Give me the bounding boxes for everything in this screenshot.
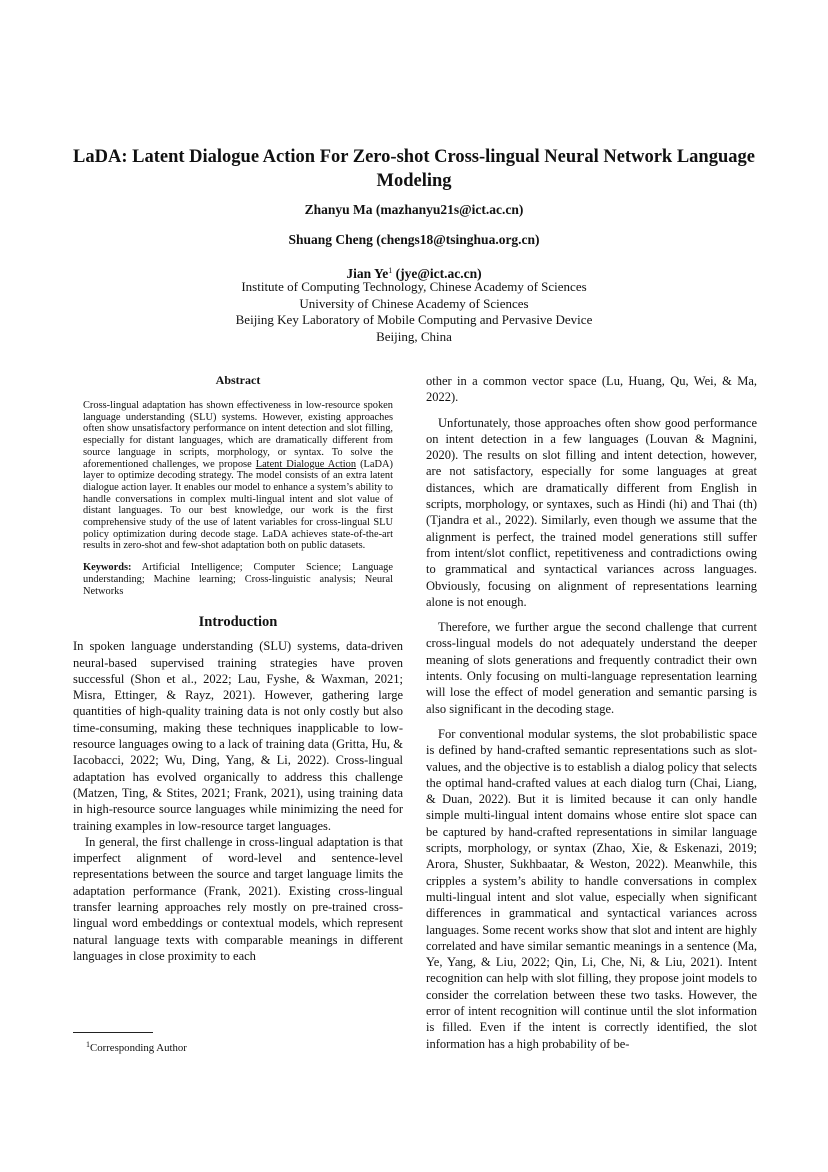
author-email: (chengs18@tsinghua.org.cn) xyxy=(376,232,540,247)
author-email: (mazhanyu21s@ict.ac.cn) xyxy=(375,202,524,217)
author-email: (jye@ict.ac.cn) xyxy=(395,266,482,281)
affiliation-line: Institute of Computing Technology, Chinese Academy of Sciences xyxy=(241,279,587,294)
intro-paragraph-6: For conventional modular systems, the slot probabilistic space is defined by hand-crafted semantic representations such as slot-values, and the objective is to establish a dialog policy that selects the optimal hand-crafted values at each dialog turn (Chai, Liang, & Duan, 2022). But it is limited because it can only handle simple multi-lingual intent domains whose entire slot space can be captured by hand-crafted representations in similar language scripts, morphology, or syntax (Zhao, Xie, & Eskenazi, 2019; Arora, Shuster, Sukhbaatar, & Weston, 2022). Meanwhile, this cripples a system’s ability to handle conversations in complex multi-lingual intent and slot value, especially when significant differences in grammatical and syntactical variances across languages. Some recent works show that slot and intent are highly correlated and have similar semantic meanings in a sentence (Ma, Ye, Yang, & Liu, 2022; Qin, Li, Che, Ni, & Liu, 2021). Intent recognition can help with slot filling, they propose joint models to consider the correlation between these two tasks. However, the error of intent recognition will continue until the slot information is filled. Even if the intent is correctly identified, the slot information has a high probability of be- xyxy=(426,726,757,1051)
intro-paragraph-4: Unfortunately, those approaches often show good performance on intent detection in a few languages (Louvan & Magnini, 2020). The results on slot filling and intent detection, however, are not satisfactory, especially for some languages at great distances, which are dramatically different from English in scripts, morphology, or syntaxes, such as Hindi (hi) and Thai (th) (Tjandra et al., 2022). Similarly, even though we assume that the alignment is perfect, the trained model generations still suffer from intent/slot conflict, repetitiveness and contradictions owing to grammatical and syntactical variances across languages. Obviously, focusing on alignment of representations learning alone is not enough. xyxy=(426,415,757,609)
abstract-text-end: (LaDA) layer to optimize decoding strategy. The model consists of an extra latent dialogue action layer. It enables our model to enhance a system’s ability to handle conversations in complex multi-lingual intent and slot value of distant languages. To our best knowledge, our work is the first comprehensive study of the use of latent variables for cross-lingual SLU policy optimization during decode stage. LaDA achieves state-of-the-art results in zero-shot and few-shot adaptation both on public datasets. xyxy=(83,458,393,552)
keywords xyxy=(83,562,393,597)
footnote-text: Corresponding Author xyxy=(90,1042,187,1054)
footnote-number: 1 xyxy=(86,1040,90,1049)
author-name: Shuang Cheng xyxy=(288,232,373,247)
abstract-text-start: Cross-lingual adaptation has shown effectiveness in low-resource spoken language understanding (SLU) systems. However, existing approaches often show unsatisfactory performance on intent detection and slot filling, especially for distant languages, which are dramatically different from source language in scripts, morphology, or syntax. To solve the aforementioned challenges, we propose xyxy=(83,400,393,470)
abstract-heading: Abstract xyxy=(215,373,261,387)
intro-paragraph-2: In general, the first challenge in cross-lingual adaptation is that imperfect alignment of word-level and sentence-level representations between the source and target language limits the adaptation performance (Frank, 2021). Existing cross-lingual transfer learning approaches rely mostly on pre-trained cross-lingual word embeddings or contextual models, which represent natural language texts with comparable meanings in different languages in close proximity to each xyxy=(73,834,403,963)
affiliation-line: University of Chinese Academy of Sciences xyxy=(299,295,529,311)
intro-paragraph-5: Therefore, we further argue the second challenge that current cross-lingual models do not adequately understand the deeper meaning of slots generations and frequently contradict their own intents. Only focusing on multi-language representation learning will lose the effect of model generation and semantic parsing is also significant in the decoding stage. xyxy=(426,620,757,716)
keywords-label: Keywords: xyxy=(83,562,132,574)
right-column xyxy=(426,373,757,1061)
abstract-underlined-term: Latent Dialogue Action xyxy=(255,458,357,470)
introduction-heading: Introduction xyxy=(198,614,278,631)
keywords-text: Artificial Intelligence; Computer Science; Language understanding; Machine learning; Cross-linguistic analysis; Neural Networks xyxy=(83,562,393,597)
intro-paragraph-3: other in a common vector space (Lu, Huang, Qu, Wei, & Ma, 2022). xyxy=(426,374,757,405)
intro-paragraph-1: In spoken language understanding (SLU) systems, data-driven neural-based supervised training strategies have proven successful (Shon et al., 2022; Lau, Fyshe, & Waxman, 2021; Misra, Ettinger, & Rayz, 2021). However, gathering large quantities of high-quality training data is not only costly but also time-consuming, making these techniques inapplicable to low-resource languages owing to a lack of training data (Gritta, Hu, & Iacobacci, 2022; Wu, Ding, Yang, & Li, 2022). Cross-lingual adaptation has evolved organically to address this challenge (Matzen, Ting, & Stites, 2021; Frank, 2021), using training data in high-resource source languages while minimizing the need for training examples in low-resource target languages. xyxy=(73,639,403,833)
author-name: Jian Ye xyxy=(346,266,389,281)
paper-title: LaDA: Latent Dialogue Action For Zero-shot Cross-lingual Neural Network Language Modeling xyxy=(73,147,755,191)
author-1 xyxy=(60,201,768,218)
affiliation-line: Beijing, China xyxy=(376,328,452,344)
footnote-rule xyxy=(73,1032,153,1033)
footnote-mark: 1 xyxy=(388,266,393,275)
affiliation-line: Beijing Key Laboratory of Mobile Computing and Pervasive Device xyxy=(235,312,593,328)
footnote xyxy=(86,1038,187,1055)
author-name: Zhanyu Ma xyxy=(304,202,373,217)
affiliations xyxy=(60,279,768,345)
author-2 xyxy=(60,231,768,248)
left-column xyxy=(73,373,403,964)
abstract-text xyxy=(83,400,393,552)
